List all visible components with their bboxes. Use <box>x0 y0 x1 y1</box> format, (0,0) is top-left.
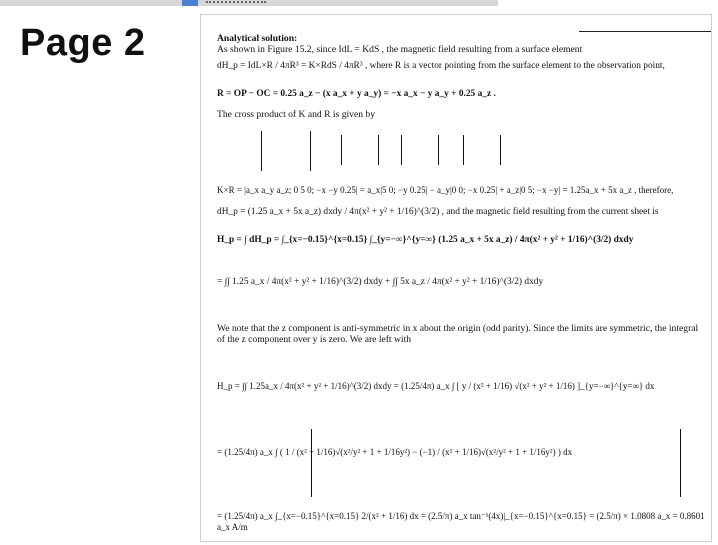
Hp-result-step1: H_p = ∫∫ 1.25a_x / 4π(x² + y² + 1/16)^(3/2) dxdy = (1.25/4π) a_x ∫ [ y / (x² + 1/16) √(x² + y² + 1/16) ]_{y=−∞}^{y=∞} dx <box>217 381 655 391</box>
minor-z <box>463 135 501 165</box>
dH-expression: dH_p = (1.25 a_x + 5x a_z) dxdy / 4π(x² + y² + 1/16)^(3/2) , and the magnetic field resulting from the current sheet is <box>217 207 659 217</box>
document-page <box>200 14 712 542</box>
split-integral: = ∫∫ 1.25 a_x / 4π(x² + y² + 1/16)^(3/2) dxdy + ∫∫ 5x a_z / 4π(x² + y² + 1/16)^(3/2) dxdy <box>217 277 544 287</box>
determinant-matrix <box>261 131 311 171</box>
page-label: Page 2 <box>20 22 146 64</box>
cross-product-intro: The cross product of K and R is given by <box>217 109 376 120</box>
Hp-final-result: = (1.25/4π) a_x ∫_{x=−0.15}^{x=0.15} 2/(x² + 1/16) dx = (2.5/π) a_x tan⁻¹(4x)|_{x=−0.15}^{x=0.15} = (2.5/π) × 1.0808 a_x = 0.8601 a_x A/m <box>217 511 705 532</box>
cross-product-expression: K×R = |a_x a_y a_z; 0 5 0; −x −y 0.25| = a_x|5 0; −y 0.25| − a_y|0 0; −x 0.25| + a_z|0 5; −x −y| = 1.25a_x + 5x a_z , therefore, <box>217 185 674 195</box>
dH-definition: dH_p = IdL×R / 4πR³ = K×RdS / 4πR³ , where R is a vector pointing from the surface element to the observation point, <box>217 61 665 71</box>
evaluation-bracket <box>311 429 681 497</box>
top-toolbar-strip <box>0 0 498 6</box>
active-tab-indicator[interactable] <box>182 0 198 6</box>
symmetry-note: We note that the z component is anti-symmetric in x about the origin (odd parity). Since the limits are symmetric, the integral of the z component over y is zero. We are left with <box>217 323 699 345</box>
header-rule <box>579 31 712 32</box>
minor-y <box>401 135 439 165</box>
Hp-integral: H_p = ∫ dH_p = ∫_{x=−0.15}^{x=0.15} ∫_{y=−∞}^{y=∞} (1.25 a_x + 5x a_z) / 4π(x² + y² + 1/16)^(3/2) dxdy <box>217 235 634 245</box>
solution-heading: Analytical solution: <box>217 33 298 44</box>
determinant-block <box>217 123 707 183</box>
Hp-result-step2: = (1.25/4π) a_x ∫ ( 1 / (x² + 1/16)√(x²/y² + 1 + 1/16y²) − (−1) / (x² + 1/16)√(x²/y² + 1 + 1/16y²) ) dx <box>217 447 573 457</box>
toolbar-dots <box>206 1 266 6</box>
minor-x <box>341 135 379 165</box>
R-vector-equation: R = OP − OC = 0.25 a_z − (x a_x + y a_y) = −x a_x − y a_y + 0.25 a_z . <box>217 89 496 99</box>
intro-text: As shown in Figure 15.2, since IdL = KdS , the magnetic field resulting from a surface element <box>217 44 583 55</box>
